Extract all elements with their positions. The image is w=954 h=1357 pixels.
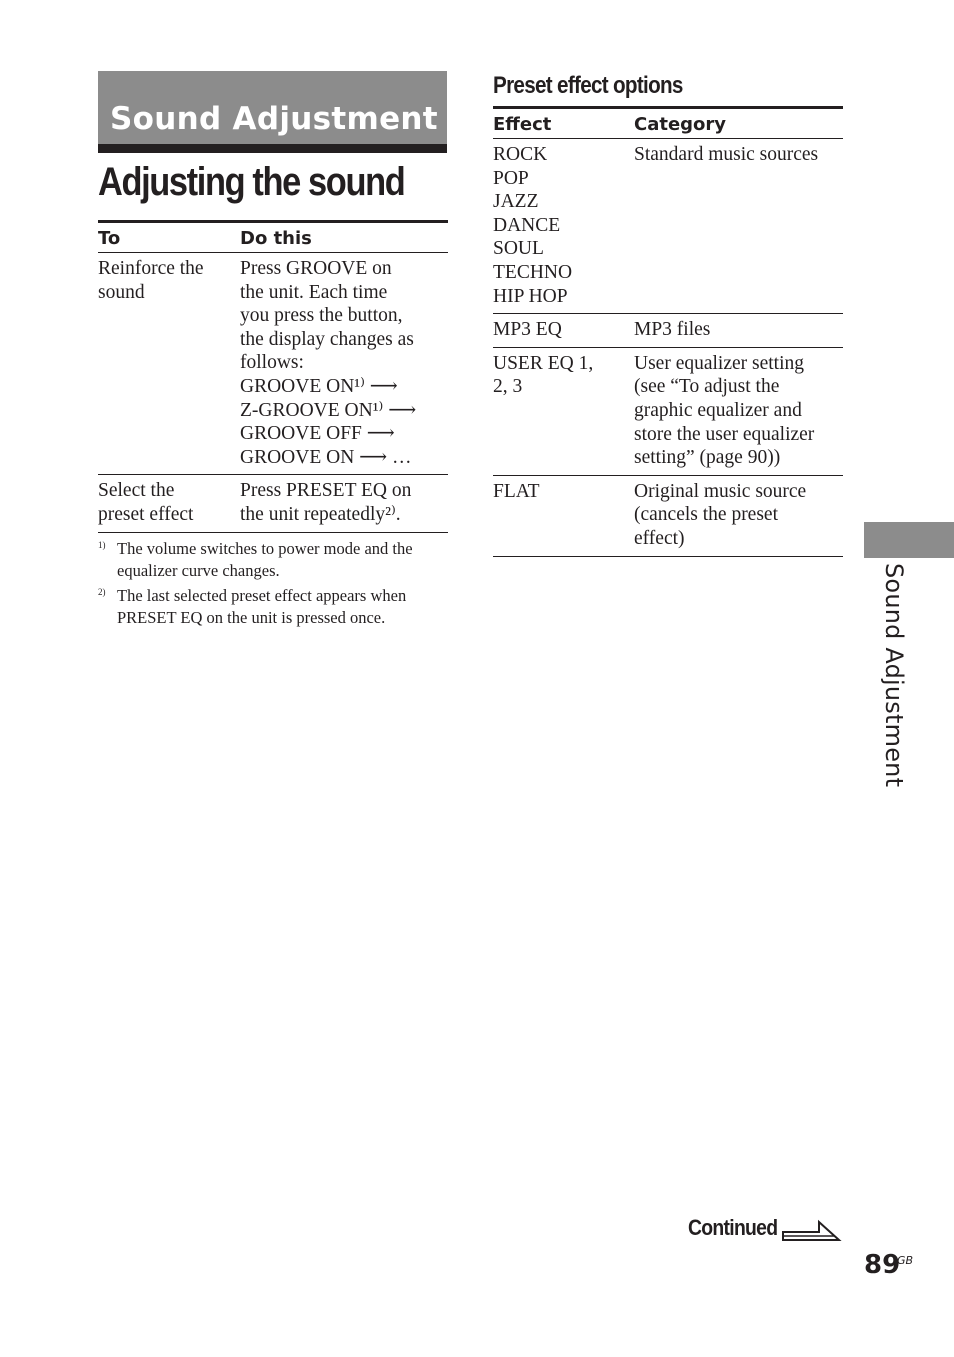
section-banner-title: Sound Adjustment [110,101,438,137]
table-row [493,314,843,348]
table-header-row [493,108,843,139]
table-cell-do [240,253,448,475]
cell-text: Press GROOVE on the unit. Each time you press the button, the display changes as follows: GROOVE ON¹⁾ ⟶ Z-GROOVE ON¹⁾ ⟶ GROOVE OFF ⟶ GROOVE ON ⟶ … [240,258,417,468]
cell-text: Select the preset effect [98,480,194,525]
cell-text: ROCK POP JAZZ DANCE SOUL TECHNO HIP HOP [493,144,573,307]
column-header-to: To [98,222,240,253]
cell-text: USER EQ 1, 2, 3 [493,352,594,398]
table-cell-effect [493,475,634,556]
footnote-2 [98,585,448,629]
table-cell-do [240,475,448,532]
table-row [493,139,843,314]
preset-heading: Preset effect options [493,72,683,99]
cell-text: Standard music sources [634,144,819,165]
table-cell-effect [493,347,634,475]
footnote-text: The volume switches to power mode and the equalizer curve changes. [117,539,413,580]
page-suffix: GB [897,1254,914,1267]
column-header-category: Category [634,108,843,139]
page-number: 89 [864,1250,901,1280]
table-row [98,253,448,475]
continued-arrow-icon [781,1218,843,1244]
cell-text: MP3 EQ [493,319,562,341]
table-row [493,475,843,556]
footnote-mark: 2) [98,587,106,597]
cell-text: Press PRESET EQ on the unit repeatedly²⁾. [240,480,412,525]
continued-label: Continued [688,1215,778,1240]
instruction-table [98,220,448,533]
table-cell-category [634,314,843,348]
footnote-1 [98,538,448,582]
column-header-effect: Effect [493,108,634,139]
table-cell-to [98,253,240,475]
cell-text: MP3 files [634,319,711,341]
preset-effects-table [493,106,843,557]
table-row [493,347,843,475]
table-cell-to [98,475,240,532]
table-header-row [98,222,448,253]
footnote-mark: 1) [98,540,106,550]
cell-text: Original music source (cancels the preset effect) [634,480,807,549]
page-title: Adjusting the sound [98,160,405,204]
cell-text: Reinforce the sound [98,258,204,303]
footnotes [98,538,448,632]
table-cell-category [634,347,843,475]
table-cell-effect [493,139,634,314]
cell-text: User equalizer setting (see “To adjust the graphic equalizer and store the user equalizer setting” (page 90)) [634,352,815,469]
side-tab-marker [864,522,954,558]
footnote-text: The last selected preset effect appears when PRESET EQ on the unit is pressed once. [117,586,407,627]
section-banner [98,71,447,153]
table-row [98,475,448,532]
column-header-do-this: Do this [240,222,448,253]
cell-text: FLAT [493,480,540,502]
table-cell-category [634,139,843,314]
side-tab-label: Sound Adjustment [880,563,908,788]
table-cell-effect [493,314,634,348]
table-cell-category [634,475,843,556]
